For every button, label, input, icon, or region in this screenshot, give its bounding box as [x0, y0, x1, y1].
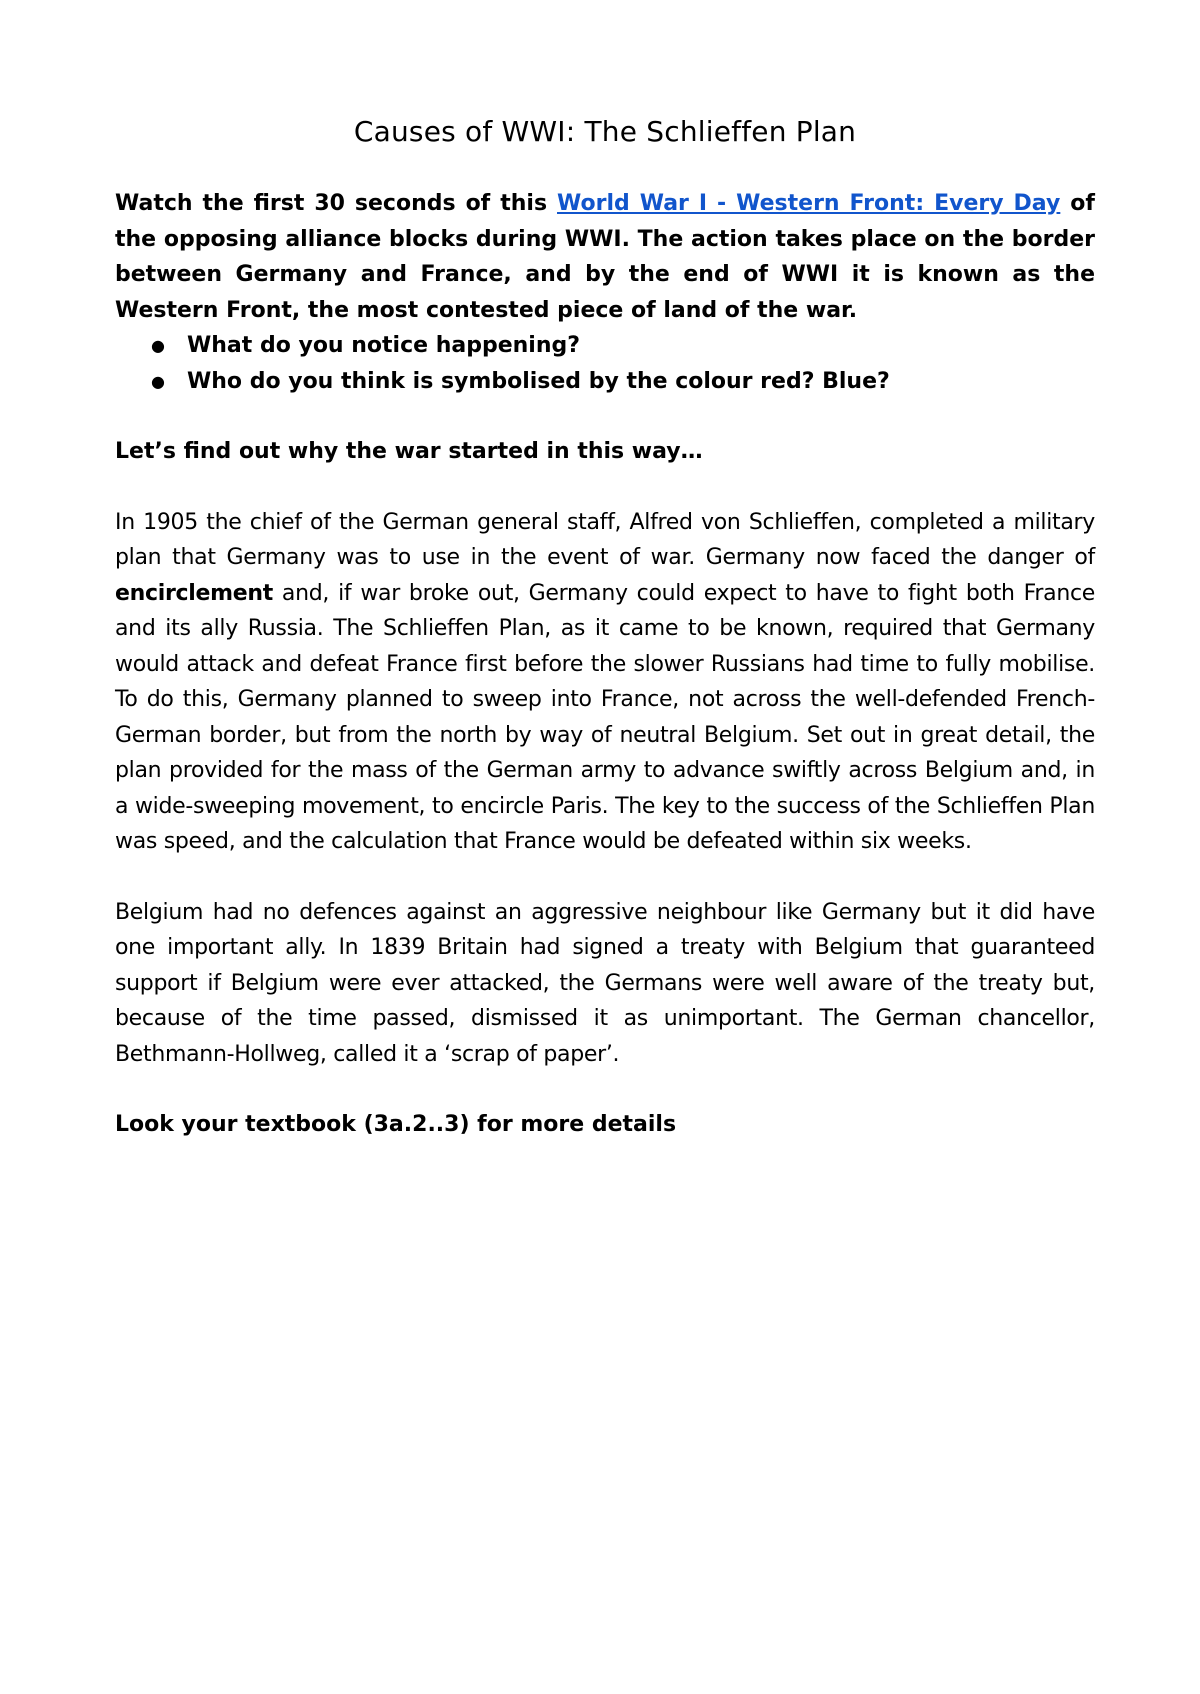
- lead-heading: Let’s find out why the war started in this way…: [115, 439, 703, 464]
- intro-text-before-link: Watch the first 30 seconds of this: [115, 191, 558, 216]
- bold-term-encirclement: encirclement: [115, 580, 273, 606]
- paragraph-text: and, if war broke out, Germany could expect to have to fight both France and its ally Russia. The Schlieffen Plan, as it came to be known, required that Germany would attack and defeat France first before the slower Russians had time to fully mobilise. To do this, Germany planned to sweep into France, not across the well-defended French-German border, but from the north by way of neutral Belgium. Set out in great detail, the plan provided for the mass of the German army to advance swiftly across Belgium and, in a wide-sweeping movement, to encircle Paris. The key to the success of the Schlieffen Plan was speed, and the calculation that France would be defeated within six weeks.: [115, 580, 1095, 854]
- schlieffen-plan-paragraph: [115, 505, 1095, 860]
- intro-text-after-link: of the opposing alliance blocks during WWI. The action takes place on the border between Germany and France, and by the end of WWI it is known as the Western Front, the most contested piece of land of the war.: [115, 191, 1095, 323]
- list-item: [151, 364, 1095, 400]
- question-text: What do you notice happening?: [187, 333, 581, 358]
- video-link[interactable]: World War I - Western Front: Every Day: [557, 191, 1061, 216]
- paragraph-text: In 1905 the chief of the German general staff, Alfred von Schlieffen, completed a military plan that Germany was to use in the event of war. Germany now faced the danger of: [115, 509, 1095, 570]
- document-page: [115, 112, 1095, 1143]
- intro-paragraph: [115, 186, 1095, 328]
- belgium-paragraph: Belgium had no defences against an aggressive neighbour like Germany but it did have one important ally. In 1839 Britain had signed a treaty with Belgium that guaranteed support if Belgium were ever attacked, the Germans were well aware of the treaty but, because of the time passed, dismissed it as unimportant. The German chancellor, Bethmann-Hollweg, called it a ‘scrap of paper’.: [115, 899, 1095, 1067]
- bullet-icon: ●: [151, 371, 165, 391]
- bullet-icon: ●: [151, 336, 165, 355]
- question-list: [115, 328, 1095, 399]
- question-text: Who do you think is symbolised by the colour red? Blue?: [187, 368, 890, 394]
- list-item: [151, 328, 1095, 364]
- page-title: Causes of WWI: The Schlieffen Plan: [353, 115, 857, 148]
- textbook-reference: Look your textbook (3a.2..3) for more details: [115, 1112, 677, 1137]
